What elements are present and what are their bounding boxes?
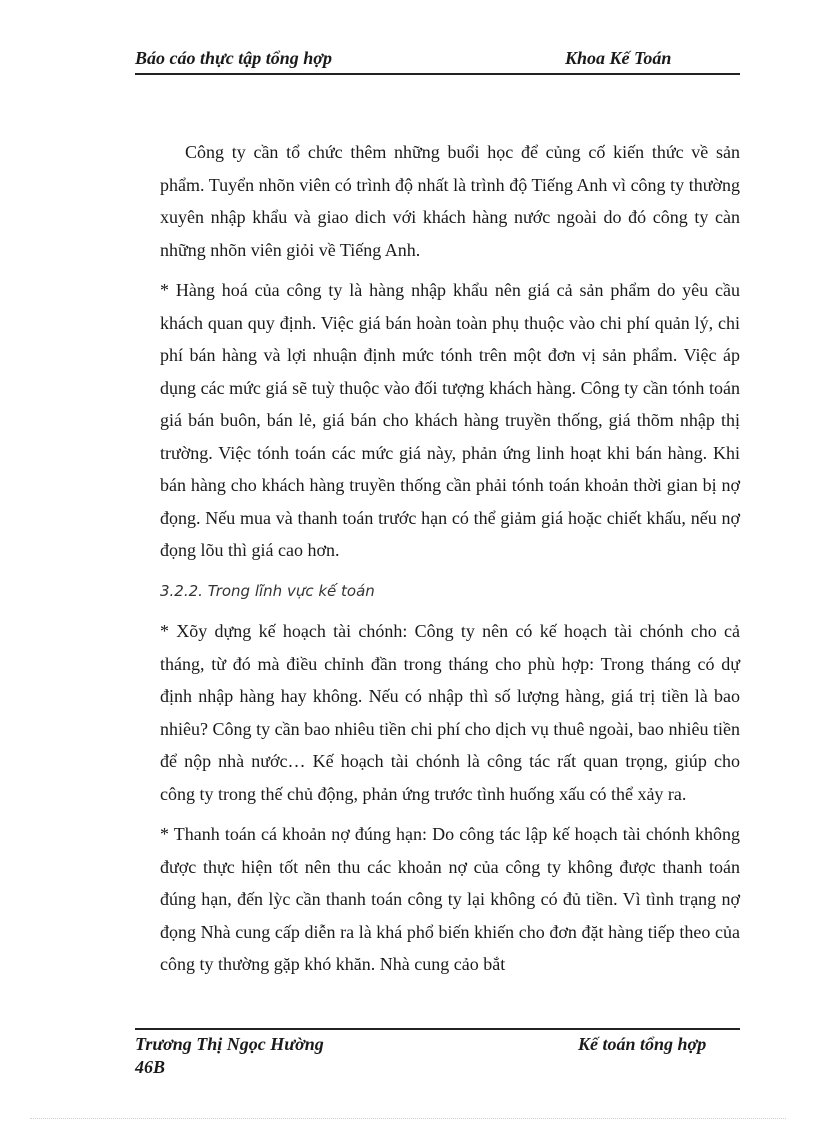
page-header: [135, 48, 740, 75]
page-footer: [135, 1028, 740, 1077]
footer-author: Trương Thị Ngọc Hường: [135, 1034, 324, 1054]
header-department: Khoa Kế Toán: [565, 48, 672, 68]
paragraph-training: Công ty cần tổ chức thêm những buổi học để củng cố kiến thức về sản phẩm. Tuyển nhõn viên có trình độ nhất là trình độ Tiếng Anh vì công ty thường xuyên nhập khẩu và giao dich với khách hàng nước ngoài do đó công ty càn những nhõn viên giỏi về Tiếng Anh.: [160, 142, 740, 260]
paragraph-debt-payment: * Thanh toán cá khoản nợ đúng hạn: Do công tác lập kế hoạch tài chónh không được thực hiện tốt nên thu các khoản nợ của công ty không được thanh toán đúng hạn, đến lỳc cần thanh toán công ty lại không có đủ tiền. Vì tình trạng nợ đọng Nhà cung cấp diễn ra là khá phổ biến khiến cho đơn đặt hàng tiếp theo của công ty thường gặp khó khăn. Nhà cung cảo bắt: [160, 824, 740, 974]
document-body: [160, 136, 740, 989]
footer-role: Kế toán tổng hợp: [578, 1034, 707, 1054]
footer-class: 46B: [135, 1057, 166, 1077]
header-report-title: Báo cáo thực tập tổng hợp: [135, 48, 332, 68]
paragraph-pricing: * Hàng hoá của công ty là hàng nhập khẩu nên giá cả sản phẩm do yêu cầu khách quan quy định. Việc giá bán hoàn toàn phụ thuộc vào chi phí quản lý, chi phí bán hàng và lợi nhuận định mức tónh trên một đơn vị sản phẩm. Việc áp dụng các mức giá sẽ tuỳ thuộc vào đối tượng khách hàng. Công ty cần tónh toán giá bán buôn, bán lẻ, giá bán cho khách hàng truyền thống, giá thõm nhập thị trường. Việc tónh toán các mức giá này, phản ứng linh hoạt khi bán hàng. Khi bán hàng cho khách hàng truyền thống cần phải tónh toán khoản thời gian bị nợ đọng. Nếu mua và thanh toán trước hạn có thể giảm giá hoặc chiết khấu, nếu nợ đọng lõu thì giá cao hơn.: [160, 280, 740, 560]
section-heading: 3.2.2. Trong lĩnh vực kế toán: [160, 581, 375, 600]
paragraph-financial-plan: * Xõy dựng kế hoạch tài chónh: Công ty nên có kế hoạch tài chónh cho cả tháng, từ đó mà điều chỉnh đần trong tháng cho phù hợp: Trong tháng có dự định nhập hàng hay không. Nếu có nhập thì số lượng hàng, giá trị tiền là bao nhiêu? Công ty cần bao nhiêu tiền chi phí cho dịch vụ thuê ngoài, bao nhiêu tiền để nộp nhà nước… Kế hoạch tài chónh là công tác rất quan trọng, giúp cho công ty trong thế chủ động, phản ứng trước tình huống xấu có thể xảy ra.: [160, 621, 740, 804]
page-edge-divider: [30, 1118, 786, 1119]
